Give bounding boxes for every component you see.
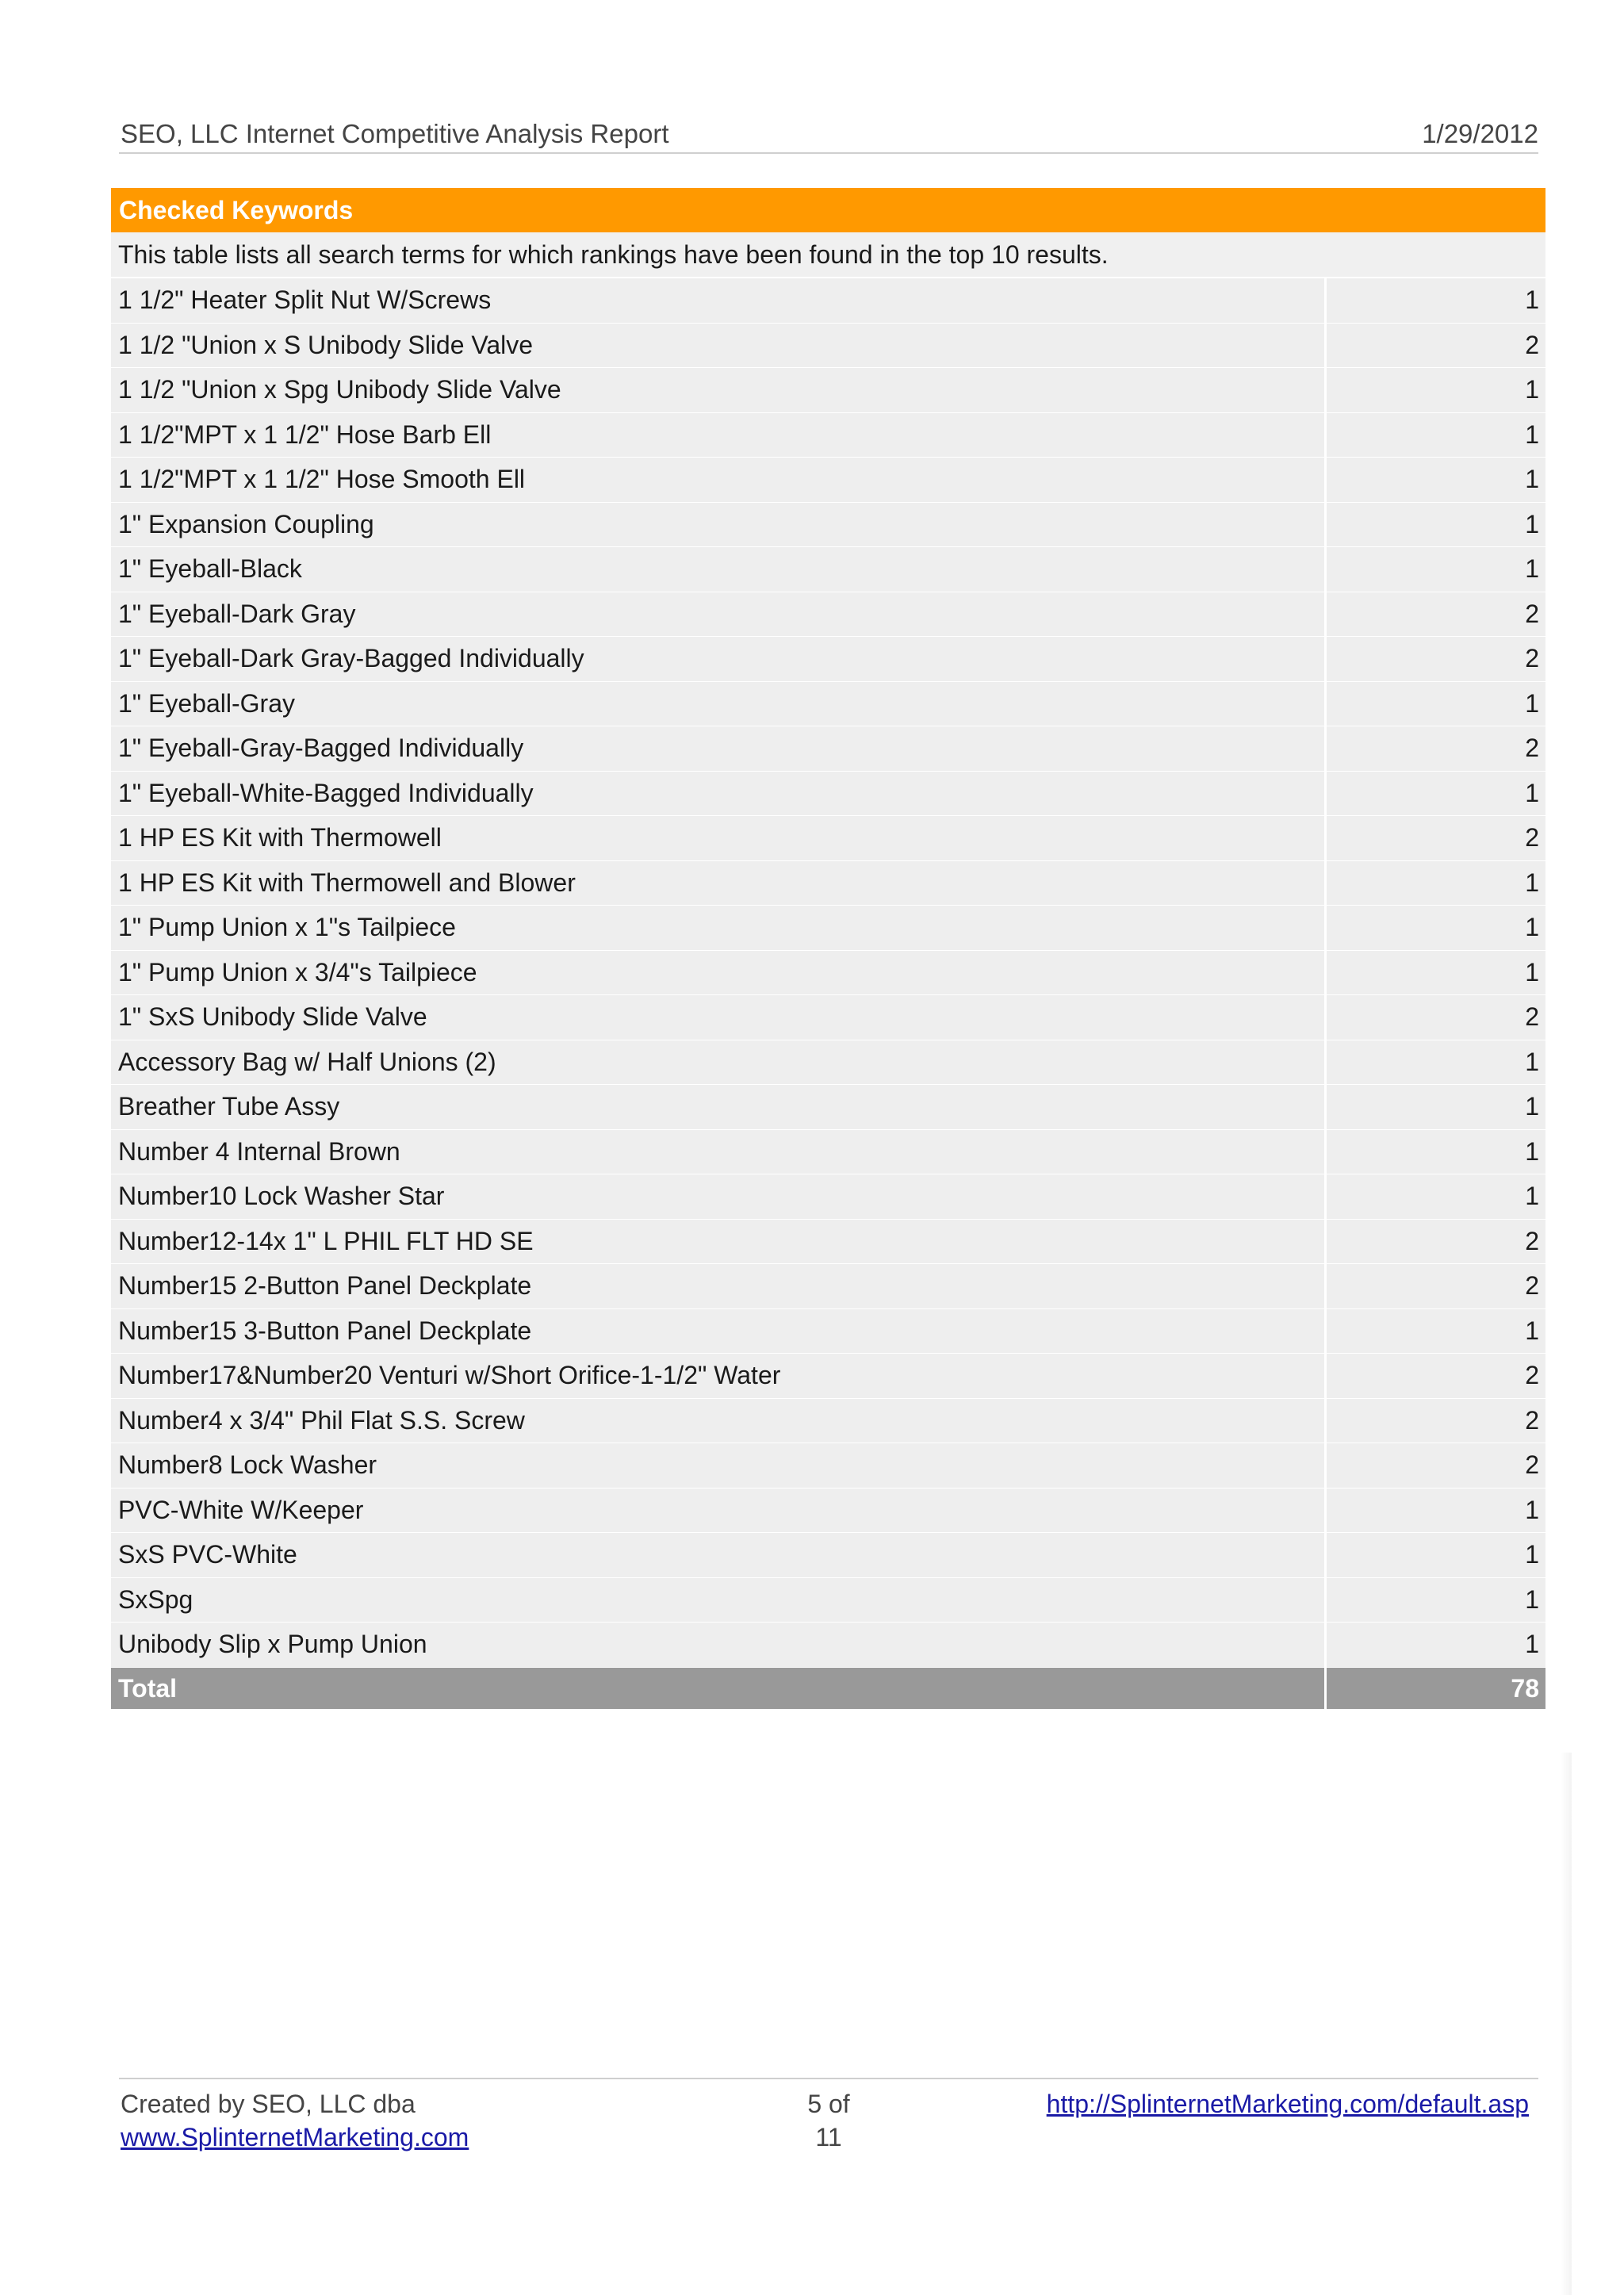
table-row xyxy=(111,1354,1545,1399)
table-row xyxy=(111,368,1545,413)
keyword-cell: 1 1/2"MPT x 1 1/2" Hose Smooth Ell xyxy=(111,458,1327,502)
table-row xyxy=(111,1085,1545,1130)
count-cell: 1 xyxy=(1525,285,1539,314)
count-cell: 2 xyxy=(1525,644,1539,672)
count-cell: 1 xyxy=(1525,1630,1539,1658)
page-number xyxy=(801,2087,856,2154)
keyword-cell: Number4 x 3/4" Phil Flat S.S. Screw xyxy=(111,1399,1327,1443)
keyword-cell: 1" Pump Union x 3/4"s Tailpiece xyxy=(111,951,1327,995)
count-cell: 1 xyxy=(1525,1092,1539,1121)
count-cell: 2 xyxy=(1525,1002,1539,1031)
keyword-cell: 1" Eyeball-Black xyxy=(111,547,1327,592)
page-footer xyxy=(119,2078,1538,2174)
count-cell: 1 xyxy=(1525,465,1539,493)
count-cell: 1 xyxy=(1525,1316,1539,1345)
count-cell: 2 xyxy=(1525,823,1539,852)
table-row xyxy=(111,1443,1545,1488)
footer-site-link[interactable]: www.SplinternetMarketing.com xyxy=(121,2123,469,2151)
count-cell: 1 xyxy=(1525,1584,1539,1614)
report-title: SEO, LLC Internet Competitive Analysis Report xyxy=(121,119,669,148)
count-cell: 1 xyxy=(1525,957,1539,987)
count-cell: 2 xyxy=(1525,1361,1539,1389)
keyword-cell: SxSpg xyxy=(111,1578,1327,1623)
keyword-rows xyxy=(111,278,1545,1668)
keyword-cell: SxS PVC-White xyxy=(111,1533,1327,1577)
page-edge-shadow xyxy=(1561,1753,1572,2295)
count-cell: 1 xyxy=(1525,1047,1539,1076)
table-row xyxy=(111,637,1545,682)
page-number-line1: 5 of xyxy=(807,2090,850,2118)
report-date: 1/29/2012 xyxy=(1422,119,1538,148)
table-row xyxy=(111,995,1545,1040)
count-cell: 1 xyxy=(1525,778,1539,807)
keyword-cell: Number17&Number20 Venturi w/Short Orifice-1-1/2" Water xyxy=(111,1354,1327,1398)
table-row xyxy=(111,503,1545,548)
count-cell: 1 xyxy=(1525,688,1539,718)
table-row xyxy=(111,861,1545,906)
keyword-cell: 1" Eyeball-Gray-Bagged Individually xyxy=(111,726,1327,771)
keyword-cell: 1" Eyeball-Gray xyxy=(111,682,1327,726)
keyword-cell: 1" Eyeball-Dark Gray-Bagged Individually xyxy=(111,637,1327,681)
count-cell: 1 xyxy=(1525,554,1539,583)
section-description: This table lists all search terms for which rankings have been found in the top 10 results. xyxy=(111,232,1545,278)
keyword-cell: 1" Eyeball-White-Bagged Individually xyxy=(111,772,1327,816)
count-cell: 1 xyxy=(1525,1136,1539,1166)
table-row xyxy=(111,278,1545,324)
keyword-cell: Breather Tube Assy xyxy=(111,1085,1327,1129)
table-row xyxy=(111,816,1545,861)
count-cell: 1 xyxy=(1525,420,1539,449)
page-header xyxy=(119,113,1538,154)
keyword-cell: 1 1/2" Heater Split Nut W/Screws xyxy=(111,278,1327,323)
keyword-cell: 1 HP ES Kit with Thermowell xyxy=(111,816,1327,860)
keyword-cell: Number15 2-Button Panel Deckplate xyxy=(111,1264,1327,1308)
keyword-cell: 1 1/2"MPT x 1 1/2" Hose Barb Ell xyxy=(111,413,1327,458)
table-row xyxy=(111,1220,1545,1265)
total-row xyxy=(111,1668,1545,1709)
table-row xyxy=(111,1623,1545,1668)
count-cell: 1 xyxy=(1525,1182,1539,1210)
table-row xyxy=(111,458,1545,503)
table-row xyxy=(111,906,1545,951)
keyword-cell: 1 HP ES Kit with Thermowell and Blower xyxy=(111,861,1327,906)
keyword-cell: 1 1/2 "Union x S Unibody Slide Valve xyxy=(111,324,1327,368)
checked-keywords-table xyxy=(111,188,1545,1709)
footer-created-by: Created by SEO, LLC dba xyxy=(121,2090,416,2118)
footer-credit xyxy=(121,2087,469,2154)
keyword-cell: 1 1/2 "Union x Spg Unibody Slide Valve xyxy=(111,368,1327,412)
count-cell: 1 xyxy=(1525,509,1539,538)
keyword-cell: 1" Eyeball-Dark Gray xyxy=(111,592,1327,637)
table-row xyxy=(111,547,1545,592)
table-row xyxy=(111,1488,1545,1534)
page-number-line2: 11 xyxy=(815,2123,842,2151)
count-cell: 2 xyxy=(1525,1271,1539,1300)
keyword-cell: Unibody Slip x Pump Union xyxy=(111,1623,1327,1667)
table-row xyxy=(111,324,1545,369)
table-row xyxy=(111,1309,1545,1354)
table-row xyxy=(111,1264,1545,1309)
count-cell: 2 xyxy=(1525,599,1539,628)
table-row xyxy=(111,1040,1545,1086)
count-cell: 1 xyxy=(1525,375,1539,404)
table-row xyxy=(111,772,1545,817)
keyword-cell: Accessory Bag w/ Half Unions (2) xyxy=(111,1040,1327,1085)
table-row xyxy=(111,1130,1545,1175)
count-cell: 2 xyxy=(1525,330,1539,359)
total-label: Total xyxy=(111,1668,1327,1709)
count-cell: 2 xyxy=(1525,1450,1539,1479)
count-cell: 2 xyxy=(1525,1405,1539,1435)
keyword-cell: Number15 3-Button Panel Deckplate xyxy=(111,1309,1327,1354)
keyword-cell: PVC-White W/Keeper xyxy=(111,1488,1327,1533)
keyword-cell: 1" SxS Unibody Slide Valve xyxy=(111,995,1327,1040)
count-cell: 1 xyxy=(1525,913,1539,941)
keyword-cell: Number12-14x 1" L PHIL FLT HD SE xyxy=(111,1220,1327,1264)
table-row xyxy=(111,682,1545,727)
keyword-cell: 1" Expansion Coupling xyxy=(111,503,1327,547)
count-cell: 2 xyxy=(1525,734,1539,762)
keyword-cell: 1" Pump Union x 1"s Tailpiece xyxy=(111,906,1327,950)
keyword-cell: Number10 Lock Washer Star xyxy=(111,1174,1327,1219)
table-row xyxy=(111,413,1545,458)
count-cell: 1 xyxy=(1525,1540,1539,1569)
table-row xyxy=(111,1174,1545,1220)
footer-url xyxy=(1047,2087,1529,2121)
table-row xyxy=(111,726,1545,772)
count-cell: 1 xyxy=(1525,868,1539,897)
count-cell: 2 xyxy=(1525,1226,1539,1255)
total-value: 78 xyxy=(1511,1673,1539,1703)
table-row xyxy=(111,1399,1545,1444)
table-row xyxy=(111,592,1545,638)
keyword-cell: Number 4 Internal Brown xyxy=(111,1130,1327,1174)
keyword-cell: Number8 Lock Washer xyxy=(111,1443,1327,1488)
table-row xyxy=(111,1533,1545,1578)
count-cell: 1 xyxy=(1525,1495,1539,1524)
section-title: Checked Keywords xyxy=(111,188,1545,232)
table-row xyxy=(111,951,1545,996)
table-row xyxy=(111,1578,1545,1623)
footer-url-link[interactable]: http://SplinternetMarketing.com/default.asp xyxy=(1046,2090,1529,2118)
